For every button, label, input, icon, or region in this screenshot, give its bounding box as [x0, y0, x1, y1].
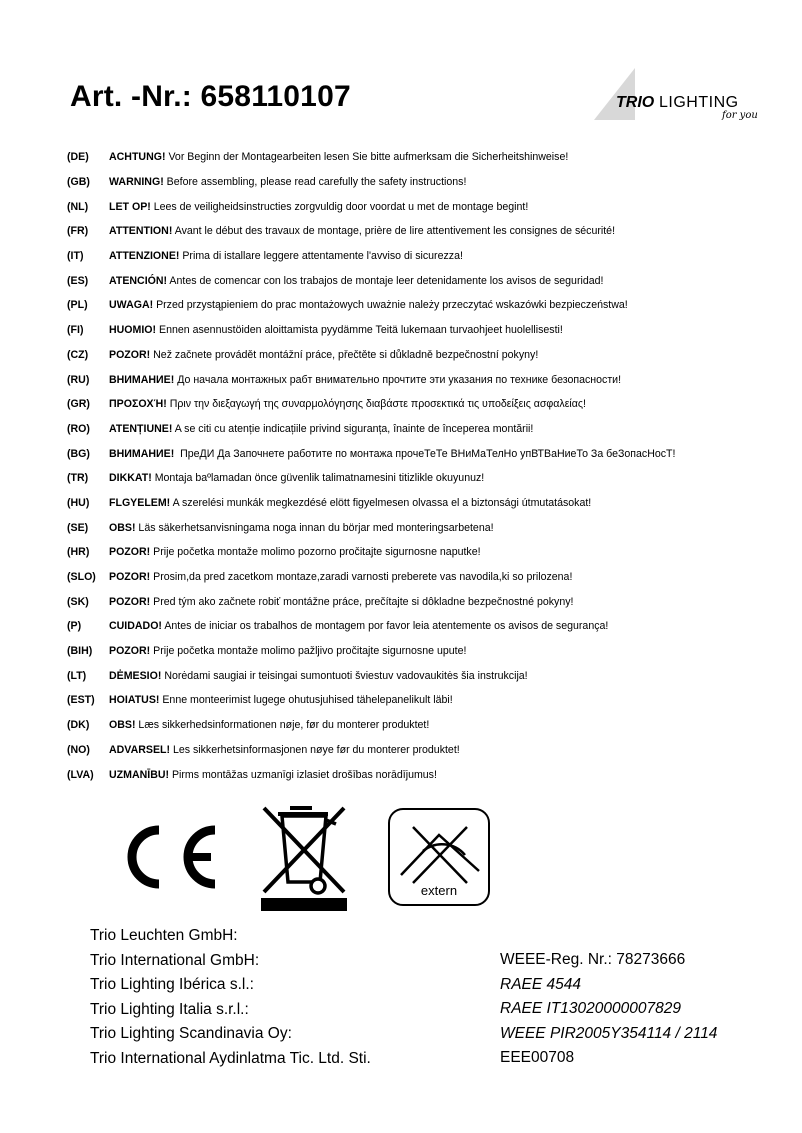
warning-row: [67, 713, 675, 738]
warning-row: [67, 219, 675, 244]
language-code: (GR): [67, 398, 90, 411]
warning-text: Pred tým ako začnete robiť montážne práce, prečítajte si dôkladne bezpečnostné pokyny!: [150, 595, 574, 608]
company-name: Trio International Aydinlatma Tic. Ltd. Sti.: [90, 1049, 371, 1067]
warning-row: [67, 145, 675, 170]
warning-keyword: ATENȚIUNE!: [109, 422, 173, 435]
warning-row: [67, 318, 675, 343]
warning-row: [67, 194, 675, 219]
language-code: (LVA): [67, 768, 94, 781]
page-title: Art. -Nr.: 658110107: [70, 80, 351, 113]
warning-keyword: POZOR!: [109, 348, 151, 361]
language-code: (IT): [67, 250, 84, 263]
warning-keyword: POZOR!: [109, 546, 151, 559]
company-name: Trio Lighting Scandinavia Oy:: [90, 1025, 292, 1043]
warning-keyword: ATTENTION!: [109, 225, 173, 238]
warning-text: Ennen asennustöiden aloittamista pyydämme Teitä lukemaan turvaohjeet huolellisesti!: [156, 324, 563, 337]
warning-text: ПреДИ Да Започнете работите по монтажа прочеТеТе ВНиМаТелНо упВТВаНиеТо За беЗопасНосТ!: [174, 447, 676, 460]
language-code: (ES): [67, 274, 89, 287]
registration-number: RAEE 4544: [500, 975, 581, 993]
language-code: (SK): [67, 595, 89, 608]
language-code: (TR): [67, 472, 89, 485]
warning-row: [67, 688, 675, 713]
warning-text: Przed przystąpieniem do prac montażowych uważnie należy przeczytać wskazówki bezpieczeństwa!: [153, 299, 628, 312]
warning-row: [67, 367, 675, 392]
language-code: (SLO): [67, 571, 96, 584]
warning-row: [67, 466, 675, 491]
warning-text: Prije početka montaže molimo pažljivo pročitajte sigurnosne upute!: [150, 645, 467, 658]
warning-row: [67, 491, 675, 516]
language-code: (FR): [67, 225, 89, 238]
warning-text: Les sikkerhetsinformasjonen nøye før du monterer produktet!: [170, 743, 460, 756]
language-code: (GB): [67, 176, 90, 189]
language-code: (LT): [67, 669, 87, 682]
language-code: (FI): [67, 324, 84, 337]
warning-text: Prije početka montaže molimo pozorno pročitajte sigurnosne naputke!: [150, 546, 481, 559]
registration-list: [500, 948, 717, 1071]
language-code: (NL): [67, 200, 89, 213]
language-code: (BIH): [67, 645, 93, 658]
company-name: Trio Leuchten GmbH:: [90, 927, 238, 945]
warning-keyword: HOIATUS!: [109, 694, 160, 707]
warning-text: Antes de comencar con los trabajos de montaje leer detenidamente los avisos de seguridad!: [167, 274, 604, 287]
warning-text: Avant le début des travaux de montage, prière de lire attentivement les consignes de sécurité!: [172, 225, 616, 238]
warning-keyword: OBS!: [109, 719, 136, 732]
registration-number: WEEE-Reg. Nr.: 78273666: [500, 951, 686, 969]
language-code: (CZ): [67, 348, 89, 361]
company-list: [90, 924, 371, 1071]
warning-text: Prosim,da pred zacetkom montaze,zaradi varnosti preberete vas navodila,ki so prilozena!: [150, 571, 573, 584]
language-code: (HU): [67, 496, 90, 509]
warning-keyword: ВНИМАНИЕ!: [109, 373, 175, 386]
warning-text: Než začnete provádět montážní práce, přečtěte si důkladně bezpečnostní pokyny!: [150, 348, 539, 361]
warning-row: [67, 738, 675, 763]
warning-row: [67, 170, 675, 195]
warning-keyword: POZOR!: [109, 645, 151, 658]
warning-keyword: LET OP!: [109, 200, 151, 213]
warning-row: [67, 515, 675, 540]
warning-text: Læs sikkerhedsinformationen nøje, før du monterer produktet!: [135, 719, 430, 732]
warning-text: A szerelési munkák megkezdésé elött figyelmesen olvassa el a biztonsági útmutatásokat!: [170, 496, 592, 509]
warning-text: Norėdami saugiai ir teisingai sumontuoti šviestuv vadovaukitės šia instrukcija!: [161, 669, 528, 682]
warning-row: [67, 293, 675, 318]
warning-row: [67, 589, 675, 614]
safety-warnings-list: [67, 145, 675, 787]
warning-keyword: WARNING!: [109, 176, 164, 189]
warning-keyword: OBS!: [109, 521, 136, 534]
warning-keyword: FLGYELEM!: [109, 496, 171, 509]
language-code: (NO): [67, 743, 90, 756]
warning-text: Enne monteerimist lugege ohutusjuhised tähelepanelikult läbi!: [159, 694, 453, 707]
warning-keyword: ВНИМАНИЕ!: [109, 447, 175, 460]
warning-row: [67, 244, 675, 269]
warning-row: [67, 639, 675, 664]
warning-keyword: POZOR!: [109, 595, 151, 608]
company-name: Trio Lighting Ibérica s.l.:: [90, 976, 254, 994]
warning-text: Vor Beginn der Montagearbeiten lesen Sie bitte aufmerksam die Sicherheitshinweise!: [165, 151, 569, 164]
warning-text: Montaja baºlamadan önce güvenlik talimatnamesini titizlikle okuyunuz!: [151, 472, 485, 485]
warning-row: [67, 614, 675, 639]
warning-keyword: DĖMESIO!: [109, 669, 162, 682]
warning-keyword: UZMANĪBU!: [109, 768, 170, 781]
warning-text: Antes de iniciar os trabalhos de montagem por favor leia atentemente os avisos de segurança!: [161, 620, 609, 633]
warning-row: [67, 392, 675, 417]
warning-text: Läs säkerhetsanvisningama noga innan du börjar med monteringsarbetena!: [135, 521, 494, 534]
language-code: (HR): [67, 546, 90, 559]
logo-word: LIGHTING: [659, 94, 739, 111]
warning-text: Prima di istallare leggere attentamente l'avviso di sicurezza!: [179, 250, 463, 263]
registration-number: WEEE PIR2005Y354114 / 2114: [500, 1024, 718, 1042]
language-code: (EST): [67, 694, 95, 707]
warning-keyword: ACHTUNG!: [109, 151, 166, 164]
extern-label: extern: [420, 883, 458, 898]
language-code: (RO): [67, 422, 90, 435]
trio-lighting-logo: [580, 60, 780, 130]
warning-row: [67, 417, 675, 442]
warning-text: Πριν την διεξαγωγή της συναρμολόγησης διαβάστε προσεκτικά τις υποδείξεις ασφαλείας!: [166, 398, 586, 411]
warning-keyword: ATENCIÓN!: [109, 274, 168, 287]
warning-keyword: POZOR!: [109, 571, 151, 584]
logo-tagline: for you: [722, 110, 758, 121]
language-code: (PL): [67, 299, 88, 312]
warning-text: Lees de veiligheidsinstructies zorgvuldig door voordat u met de montage begint!: [150, 200, 529, 213]
warning-text: Pirms montāžas uzmanīgi izlasiet drošības norādījumus!: [169, 768, 437, 781]
warning-keyword: ADVARSEL!: [109, 743, 171, 756]
warning-row: [67, 565, 675, 590]
outdoor-use-symbol: [387, 807, 491, 907]
warning-text: До начала монтажных рабт внимательно прочтите эти указания по технике безопасности!: [174, 373, 622, 386]
language-code: (SE): [67, 521, 89, 534]
logo-brand: TRIO: [616, 94, 655, 111]
language-code: (RU): [67, 373, 90, 386]
language-code: (DE): [67, 151, 89, 164]
language-code: (DK): [67, 719, 90, 732]
warning-text: Before assembling, please read carefully the safety instructions!: [163, 176, 467, 189]
registration-number: EEE00708: [500, 1049, 575, 1067]
company-name: Trio International GmbH:: [90, 951, 260, 969]
registration-number: RAEE IT13020000007829: [500, 1000, 681, 1018]
warning-keyword: ΠΡΟΣΟΧΉ!: [109, 398, 167, 411]
warning-row: [67, 441, 675, 466]
ce-mark-icon: [115, 822, 225, 892]
warning-keyword: UWAGA!: [109, 299, 154, 312]
warning-text: A se citi cu atenție indicațiile privind siguranța, înainte de începerea montării!: [172, 422, 534, 435]
crossed-out-wheelie-bin-icon: [258, 802, 350, 912]
warning-keyword: HUOMIO!: [109, 324, 157, 337]
warning-row: [67, 540, 675, 565]
language-code: (BG): [67, 447, 90, 460]
warning-keyword: CUIDADO!: [109, 620, 162, 633]
warning-keyword: ATTENZIONE!: [109, 250, 180, 263]
warning-keyword: DIKKAT!: [109, 472, 152, 485]
warning-row: [67, 268, 675, 293]
language-code: (P): [67, 620, 82, 633]
warning-row: [67, 663, 675, 688]
company-name: Trio Lighting Italia s.r.l.:: [90, 1000, 249, 1018]
warning-row: [67, 762, 675, 787]
warning-row: [67, 343, 675, 368]
